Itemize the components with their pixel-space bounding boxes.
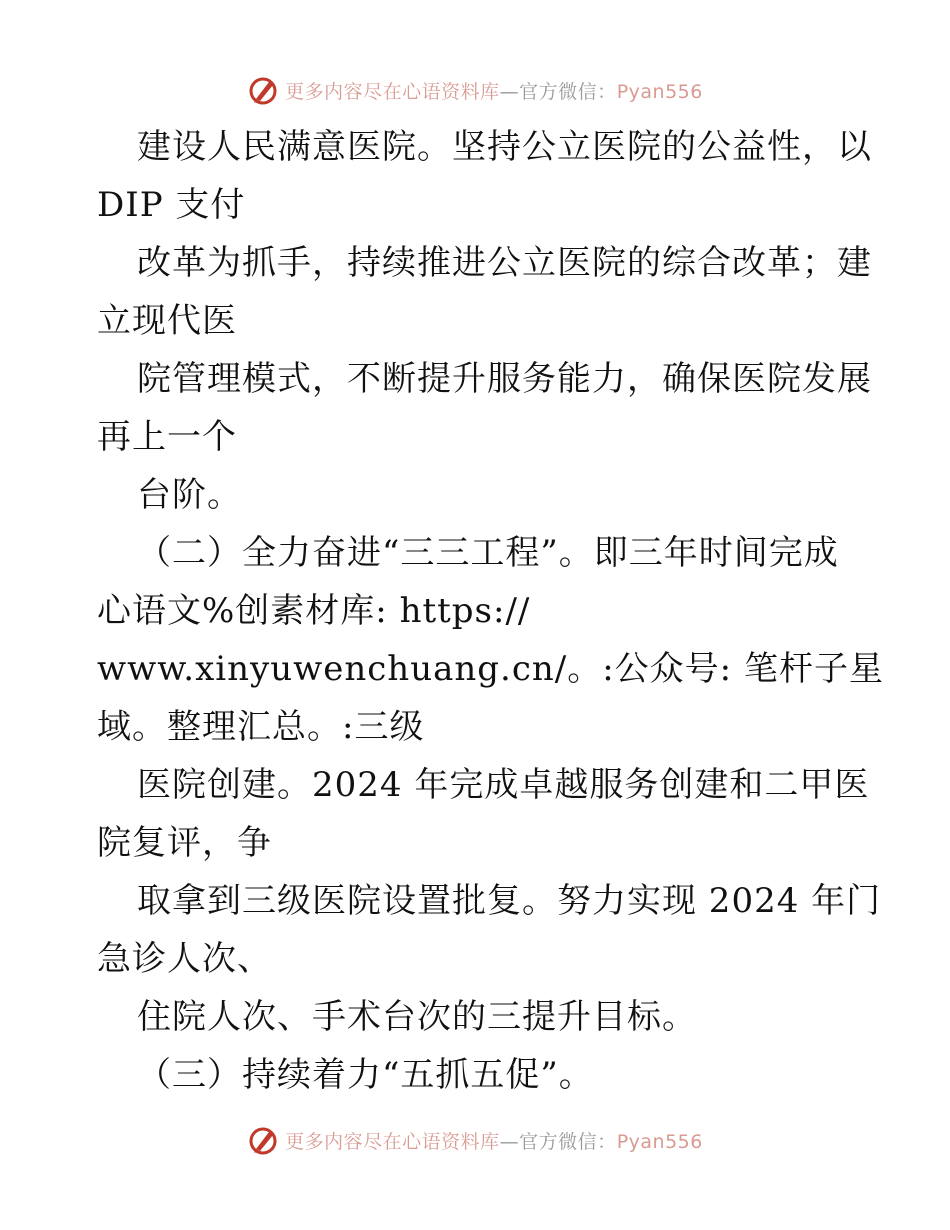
pen-logo-icon (247, 1124, 279, 1156)
text-line: （二）全力奋进“三三工程”。即三年时间完成 (137, 533, 839, 573)
header-watermark (0, 70, 950, 110)
text-line: 域。整理汇总。:三级 (97, 707, 425, 747)
text-line: 建设人民满意医院。坚持公立医院的公益性，以 (137, 127, 872, 167)
footer-watermark (0, 1120, 950, 1160)
document-body (97, 118, 884, 1104)
watermark-id: Pyan556 (616, 80, 703, 103)
watermark-text (285, 77, 703, 104)
watermark-id: Pyan556 (616, 1130, 703, 1153)
text-line: 院复评，争 (97, 823, 272, 863)
text-line: 改革为抓手，持续推进公立医院的综合改革；建 (137, 243, 872, 283)
text-line: 心语文%创素材库: https:// (97, 591, 531, 631)
text-line: DIP 支付 (97, 185, 246, 225)
watermark-dash: —官方微信： (499, 1130, 617, 1153)
text-line: 住院人次、手术台次的三提升目标。 (137, 997, 697, 1037)
text-line: 立现代医 (97, 301, 237, 341)
text-line: 再上一个 (97, 417, 237, 457)
watermark-text (285, 1127, 703, 1154)
pen-logo-icon (247, 74, 279, 106)
text-line: 取拿到三级医院设置批复。努力实现 2024 年门 (137, 881, 882, 921)
text-line: （三）持续着力“五抓五促”。 (137, 1055, 594, 1095)
text-line: 急诊人次、 (97, 939, 272, 979)
text-line: 院管理模式，不断提升服务能力，确保医院发展 (137, 359, 872, 399)
text-line: 台阶。 (137, 475, 242, 515)
text-line: 医院创建。2024 年完成卓越服务创建和二甲医 (137, 765, 870, 805)
watermark-dash: —官方微信： (499, 80, 617, 103)
text-line: www.xinyuwenchuang.cn/。:公众号: 笔杆子星 (97, 649, 884, 689)
watermark-main: 更多内容尽在心语资料库 (285, 1130, 500, 1153)
watermark-main: 更多内容尽在心语资料库 (285, 80, 500, 103)
